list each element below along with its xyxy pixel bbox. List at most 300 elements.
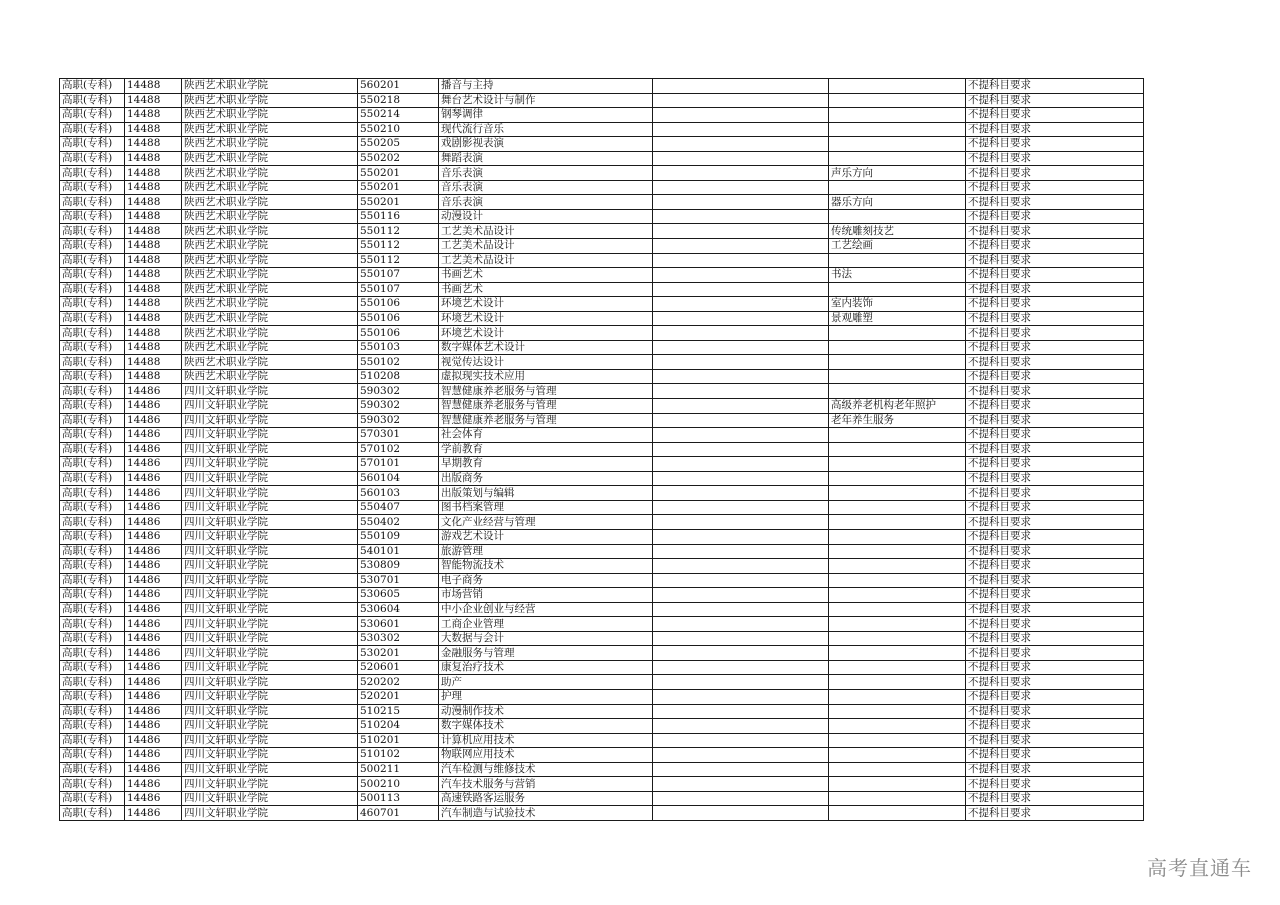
school-name-cell: 陕西艺术职业学院 [182, 253, 358, 268]
table-row [60, 340, 1144, 355]
major-name-cell: 康复治疗技术 [439, 660, 653, 675]
table-row [60, 689, 1144, 704]
note-cell [653, 748, 829, 763]
major-code-cell: 550102 [358, 355, 439, 370]
table-row [60, 617, 1144, 632]
school-code-cell: 14486 [125, 777, 182, 792]
major-code-cell: 460701 [358, 806, 439, 821]
school-name-cell: 四川文轩职业学院 [182, 544, 358, 559]
subject-requirement-cell: 不提科目要求 [966, 340, 1144, 355]
school-code-cell: 14486 [125, 529, 182, 544]
table-row [60, 733, 1144, 748]
level-cell: 高职(专科) [60, 442, 125, 457]
major-name-cell: 中小企业创业与经营 [439, 602, 653, 617]
school-code-cell: 14488 [125, 79, 182, 94]
major-name-cell: 汽车技术服务与营销 [439, 777, 653, 792]
table-row [60, 442, 1144, 457]
table-row [60, 646, 1144, 661]
subject-requirement-cell: 不提科目要求 [966, 748, 1144, 763]
level-cell: 高职(专科) [60, 239, 125, 254]
subject-requirement-cell: 不提科目要求 [966, 209, 1144, 224]
major-code-cell: 530701 [358, 573, 439, 588]
direction-cell [829, 588, 966, 603]
direction-cell [829, 631, 966, 646]
major-name-cell: 护理 [439, 689, 653, 704]
direction-cell [829, 180, 966, 195]
table-row [60, 748, 1144, 763]
subject-requirement-cell: 不提科目要求 [966, 544, 1144, 559]
school-code-cell: 14486 [125, 588, 182, 603]
table-row [60, 500, 1144, 515]
note-cell [653, 704, 829, 719]
major-code-cell: 550112 [358, 224, 439, 239]
major-code-cell: 550205 [358, 137, 439, 152]
note-cell [653, 544, 829, 559]
subject-requirement-cell: 不提科目要求 [966, 384, 1144, 399]
direction-cell [829, 93, 966, 108]
major-name-cell: 物联网应用技术 [439, 748, 653, 763]
major-name-cell: 电子商务 [439, 573, 653, 588]
school-name-cell: 四川文轩职业学院 [182, 631, 358, 646]
major-code-cell: 590302 [358, 413, 439, 428]
major-name-cell: 播音与主持 [439, 79, 653, 94]
school-name-cell: 四川文轩职业学院 [182, 602, 358, 617]
school-code-cell: 14486 [125, 733, 182, 748]
school-name-cell: 陕西艺术职业学院 [182, 108, 358, 123]
note-cell [653, 471, 829, 486]
school-code-cell: 14486 [125, 500, 182, 515]
table-row [60, 660, 1144, 675]
school-name-cell: 四川文轩职业学院 [182, 399, 358, 414]
direction-cell [829, 122, 966, 137]
note-cell [653, 137, 829, 152]
major-name-cell: 视觉传达设计 [439, 355, 653, 370]
school-code-cell: 14488 [125, 355, 182, 370]
major-code-cell: 530601 [358, 617, 439, 632]
subject-requirement-cell: 不提科目要求 [966, 239, 1144, 254]
subject-requirement-cell: 不提科目要求 [966, 282, 1144, 297]
subject-requirement-cell: 不提科目要求 [966, 486, 1144, 501]
school-code-cell: 14488 [125, 122, 182, 137]
school-name-cell: 四川文轩职业学院 [182, 471, 358, 486]
direction-cell [829, 486, 966, 501]
subject-requirement-cell: 不提科目要求 [966, 457, 1144, 472]
major-code-cell: 550402 [358, 515, 439, 530]
note-cell [653, 195, 829, 210]
major-name-cell: 工商企业管理 [439, 617, 653, 632]
major-name-cell: 高速铁路客运服务 [439, 791, 653, 806]
table-row [60, 704, 1144, 719]
subject-requirement-cell: 不提科目要求 [966, 806, 1144, 821]
school-code-cell: 14486 [125, 748, 182, 763]
watermark-text: 高考直通车 [1147, 856, 1252, 880]
note-cell [653, 93, 829, 108]
subject-requirement-cell: 不提科目要求 [966, 108, 1144, 123]
table-row [60, 93, 1144, 108]
level-cell: 高职(专科) [60, 282, 125, 297]
note-cell [653, 617, 829, 632]
note-cell [653, 660, 829, 675]
subject-requirement-cell: 不提科目要求 [966, 588, 1144, 603]
table-row [60, 631, 1144, 646]
major-name-cell: 汽车检测与维修技术 [439, 762, 653, 777]
school-code-cell: 14488 [125, 195, 182, 210]
school-code-cell: 14486 [125, 646, 182, 661]
school-name-cell: 四川文轩职业学院 [182, 457, 358, 472]
major-name-cell: 早期教育 [439, 457, 653, 472]
table-row [60, 777, 1144, 792]
note-cell [653, 529, 829, 544]
major-code-cell: 570301 [358, 428, 439, 443]
major-name-cell: 音乐表演 [439, 180, 653, 195]
table-row [60, 384, 1144, 399]
major-name-cell: 环境艺术设计 [439, 326, 653, 341]
major-code-cell: 500210 [358, 777, 439, 792]
school-name-cell: 四川文轩职业学院 [182, 646, 358, 661]
table-row [60, 224, 1144, 239]
level-cell: 高职(专科) [60, 137, 125, 152]
school-name-cell: 四川文轩职业学院 [182, 559, 358, 574]
major-code-cell: 530605 [358, 588, 439, 603]
direction-cell [829, 355, 966, 370]
school-name-cell: 四川文轩职业学院 [182, 413, 358, 428]
major-code-cell: 550106 [358, 297, 439, 312]
school-name-cell: 陕西艺术职业学院 [182, 297, 358, 312]
note-cell [653, 733, 829, 748]
subject-requirement-cell: 不提科目要求 [966, 646, 1144, 661]
subject-requirement-cell: 不提科目要求 [966, 631, 1144, 646]
school-code-cell: 14488 [125, 340, 182, 355]
note-cell [653, 369, 829, 384]
major-name-cell: 游戏艺术设计 [439, 529, 653, 544]
level-cell: 高职(专科) [60, 297, 125, 312]
school-name-cell: 陕西艺术职业学院 [182, 311, 358, 326]
table-row [60, 151, 1144, 166]
table-row [60, 588, 1144, 603]
major-code-cell: 550218 [358, 93, 439, 108]
subject-requirement-cell: 不提科目要求 [966, 660, 1144, 675]
note-cell [653, 166, 829, 181]
subject-requirement-cell: 不提科目要求 [966, 719, 1144, 734]
note-cell [653, 151, 829, 166]
table-row [60, 675, 1144, 690]
school-name-cell: 四川文轩职业学院 [182, 733, 358, 748]
subject-requirement-cell: 不提科目要求 [966, 180, 1144, 195]
table-row [60, 166, 1144, 181]
direction-cell: 传统雕刻技艺 [829, 224, 966, 239]
level-cell: 高职(专科) [60, 806, 125, 821]
note-cell [653, 646, 829, 661]
major-name-cell: 工艺美术品设计 [439, 239, 653, 254]
level-cell: 高职(专科) [60, 791, 125, 806]
table-row [60, 486, 1144, 501]
table-row [60, 79, 1144, 94]
major-name-cell: 旅游管理 [439, 544, 653, 559]
subject-requirement-cell: 不提科目要求 [966, 573, 1144, 588]
table-row [60, 428, 1144, 443]
school-name-cell: 四川文轩职业学院 [182, 486, 358, 501]
note-cell [653, 689, 829, 704]
school-code-cell: 14486 [125, 471, 182, 486]
school-code-cell: 14486 [125, 573, 182, 588]
table-row [60, 239, 1144, 254]
level-cell: 高职(专科) [60, 428, 125, 443]
table-row [60, 399, 1144, 414]
direction-cell [829, 806, 966, 821]
subject-requirement-cell: 不提科目要求 [966, 253, 1144, 268]
school-name-cell: 四川文轩职业学院 [182, 500, 358, 515]
direction-cell: 老年养生服务 [829, 413, 966, 428]
direction-cell [829, 646, 966, 661]
subject-requirement-cell: 不提科目要求 [966, 500, 1144, 515]
school-name-cell: 陕西艺术职业学院 [182, 122, 358, 137]
school-code-cell: 14488 [125, 224, 182, 239]
direction-cell [829, 675, 966, 690]
direction-cell [829, 733, 966, 748]
school-name-cell: 四川文轩职业学院 [182, 442, 358, 457]
note-cell [653, 399, 829, 414]
major-code-cell: 510201 [358, 733, 439, 748]
school-code-cell: 14488 [125, 268, 182, 283]
major-name-cell: 环境艺术设计 [439, 297, 653, 312]
school-name-cell: 四川文轩职业学院 [182, 719, 358, 734]
major-name-cell: 钢琴调律 [439, 108, 653, 123]
level-cell: 高职(专科) [60, 93, 125, 108]
school-name-cell: 陕西艺术职业学院 [182, 180, 358, 195]
level-cell: 高职(专科) [60, 675, 125, 690]
subject-requirement-cell: 不提科目要求 [966, 224, 1144, 239]
school-name-cell: 陕西艺术职业学院 [182, 151, 358, 166]
subject-requirement-cell: 不提科目要求 [966, 195, 1144, 210]
subject-requirement-cell: 不提科目要求 [966, 704, 1144, 719]
note-cell [653, 675, 829, 690]
direction-cell [829, 500, 966, 515]
major-code-cell: 510208 [358, 369, 439, 384]
subject-requirement-cell: 不提科目要求 [966, 442, 1144, 457]
note-cell [653, 602, 829, 617]
major-code-cell: 550112 [358, 253, 439, 268]
level-cell: 高职(专科) [60, 471, 125, 486]
major-code-cell: 570101 [358, 457, 439, 472]
major-name-cell: 舞蹈表演 [439, 151, 653, 166]
major-code-cell: 590302 [358, 384, 439, 399]
direction-cell [829, 544, 966, 559]
direction-cell: 器乐方向 [829, 195, 966, 210]
subject-requirement-cell: 不提科目要求 [966, 268, 1144, 283]
note-cell [653, 268, 829, 283]
level-cell: 高职(专科) [60, 617, 125, 632]
direction-cell [829, 457, 966, 472]
major-name-cell: 智能物流技术 [439, 559, 653, 574]
subject-requirement-cell: 不提科目要求 [966, 559, 1144, 574]
level-cell: 高职(专科) [60, 689, 125, 704]
direction-cell: 景观雕塑 [829, 311, 966, 326]
direction-cell [829, 559, 966, 574]
table-row [60, 559, 1144, 574]
subject-requirement-cell: 不提科目要求 [966, 428, 1144, 443]
level-cell: 高职(专科) [60, 166, 125, 181]
school-code-cell: 14488 [125, 239, 182, 254]
school-name-cell: 陕西艺术职业学院 [182, 137, 358, 152]
table-row [60, 180, 1144, 195]
subject-requirement-cell: 不提科目要求 [966, 355, 1144, 370]
note-cell [653, 559, 829, 574]
school-code-cell: 14486 [125, 457, 182, 472]
school-code-cell: 14488 [125, 253, 182, 268]
note-cell [653, 457, 829, 472]
note-cell [653, 122, 829, 137]
table-row [60, 602, 1144, 617]
note-cell [653, 806, 829, 821]
major-name-cell: 数字媒体艺术设计 [439, 340, 653, 355]
major-code-cell: 530302 [358, 631, 439, 646]
subject-requirement-cell: 不提科目要求 [966, 399, 1144, 414]
table-row [60, 762, 1144, 777]
major-code-cell: 550201 [358, 166, 439, 181]
note-cell [653, 384, 829, 399]
major-code-cell: 550116 [358, 209, 439, 224]
major-code-cell: 510215 [358, 704, 439, 719]
direction-cell [829, 442, 966, 457]
major-name-cell: 动漫制作技术 [439, 704, 653, 719]
subject-requirement-cell: 不提科目要求 [966, 369, 1144, 384]
level-cell: 高职(专科) [60, 340, 125, 355]
major-code-cell: 550106 [358, 326, 439, 341]
table-row [60, 791, 1144, 806]
major-code-cell: 550107 [358, 268, 439, 283]
level-cell: 高职(专科) [60, 195, 125, 210]
table-row [60, 209, 1144, 224]
table-row [60, 355, 1144, 370]
school-code-cell: 14486 [125, 559, 182, 574]
note-cell [653, 442, 829, 457]
table-row [60, 297, 1144, 312]
direction-cell [829, 471, 966, 486]
level-cell: 高职(专科) [60, 253, 125, 268]
direction-cell [829, 151, 966, 166]
level-cell: 高职(专科) [60, 108, 125, 123]
table-row [60, 282, 1144, 297]
note-cell [653, 79, 829, 94]
level-cell: 高职(专科) [60, 515, 125, 530]
table-row [60, 108, 1144, 123]
major-code-cell: 530809 [358, 559, 439, 574]
school-name-cell: 四川文轩职业学院 [182, 748, 358, 763]
school-name-cell: 陕西艺术职业学院 [182, 340, 358, 355]
subject-requirement-cell: 不提科目要求 [966, 166, 1144, 181]
school-name-cell: 四川文轩职业学院 [182, 529, 358, 544]
major-name-cell: 工艺美术品设计 [439, 253, 653, 268]
table-row [60, 311, 1144, 326]
school-name-cell: 陕西艺术职业学院 [182, 268, 358, 283]
school-code-cell: 14486 [125, 704, 182, 719]
note-cell [653, 762, 829, 777]
direction-cell [829, 79, 966, 94]
major-name-cell: 戏剧影视表演 [439, 137, 653, 152]
level-cell: 高职(专科) [60, 748, 125, 763]
school-name-cell: 陕西艺术职业学院 [182, 166, 358, 181]
school-code-cell: 14486 [125, 486, 182, 501]
note-cell [653, 253, 829, 268]
note-cell [653, 224, 829, 239]
level-cell: 高职(专科) [60, 559, 125, 574]
level-cell: 高职(专科) [60, 355, 125, 370]
major-code-cell: 550202 [358, 151, 439, 166]
note-cell [653, 326, 829, 341]
major-name-cell: 智慧健康养老服务与管理 [439, 413, 653, 428]
school-code-cell: 14488 [125, 311, 182, 326]
note-cell [653, 588, 829, 603]
note-cell [653, 791, 829, 806]
school-code-cell: 14488 [125, 326, 182, 341]
admission-table [59, 78, 1144, 821]
major-name-cell: 学前教育 [439, 442, 653, 457]
school-code-cell: 14486 [125, 515, 182, 530]
level-cell: 高职(专科) [60, 704, 125, 719]
level-cell: 高职(专科) [60, 384, 125, 399]
note-cell [653, 515, 829, 530]
table-row [60, 544, 1144, 559]
school-code-cell: 14486 [125, 544, 182, 559]
level-cell: 高职(专科) [60, 122, 125, 137]
major-code-cell: 500211 [358, 762, 439, 777]
direction-cell [829, 704, 966, 719]
note-cell [653, 340, 829, 355]
subject-requirement-cell: 不提科目要求 [966, 777, 1144, 792]
major-name-cell: 大数据与会计 [439, 631, 653, 646]
major-name-cell: 动漫设计 [439, 209, 653, 224]
subject-requirement-cell: 不提科目要求 [966, 297, 1144, 312]
school-name-cell: 四川文轩职业学院 [182, 617, 358, 632]
major-name-cell: 环境艺术设计 [439, 311, 653, 326]
school-name-cell: 四川文轩职业学院 [182, 384, 358, 399]
level-cell: 高职(专科) [60, 151, 125, 166]
note-cell [653, 413, 829, 428]
major-code-cell: 520202 [358, 675, 439, 690]
school-code-cell: 14486 [125, 675, 182, 690]
school-code-cell: 14486 [125, 617, 182, 632]
note-cell [653, 282, 829, 297]
level-cell: 高职(专科) [60, 733, 125, 748]
level-cell: 高职(专科) [60, 602, 125, 617]
major-name-cell: 文化产业经营与管理 [439, 515, 653, 530]
school-code-cell: 14488 [125, 166, 182, 181]
school-name-cell: 四川文轩职业学院 [182, 791, 358, 806]
subject-requirement-cell: 不提科目要求 [966, 93, 1144, 108]
school-code-cell: 14488 [125, 209, 182, 224]
school-code-cell: 14488 [125, 369, 182, 384]
major-code-cell: 550106 [358, 311, 439, 326]
school-code-cell: 14486 [125, 399, 182, 414]
school-code-cell: 14488 [125, 108, 182, 123]
major-code-cell: 570102 [358, 442, 439, 457]
direction-cell [829, 617, 966, 632]
school-code-cell: 14486 [125, 442, 182, 457]
note-cell [653, 311, 829, 326]
school-code-cell: 14486 [125, 413, 182, 428]
table-row [60, 719, 1144, 734]
school-code-cell: 14488 [125, 93, 182, 108]
direction-cell: 室内装饰 [829, 297, 966, 312]
note-cell [653, 108, 829, 123]
direction-cell [829, 137, 966, 152]
level-cell: 高职(专科) [60, 660, 125, 675]
major-name-cell: 计算机应用技术 [439, 733, 653, 748]
table-row [60, 515, 1144, 530]
subject-requirement-cell: 不提科目要求 [966, 791, 1144, 806]
direction-cell: 高级养老机构老年照护 [829, 399, 966, 414]
direction-cell [829, 253, 966, 268]
